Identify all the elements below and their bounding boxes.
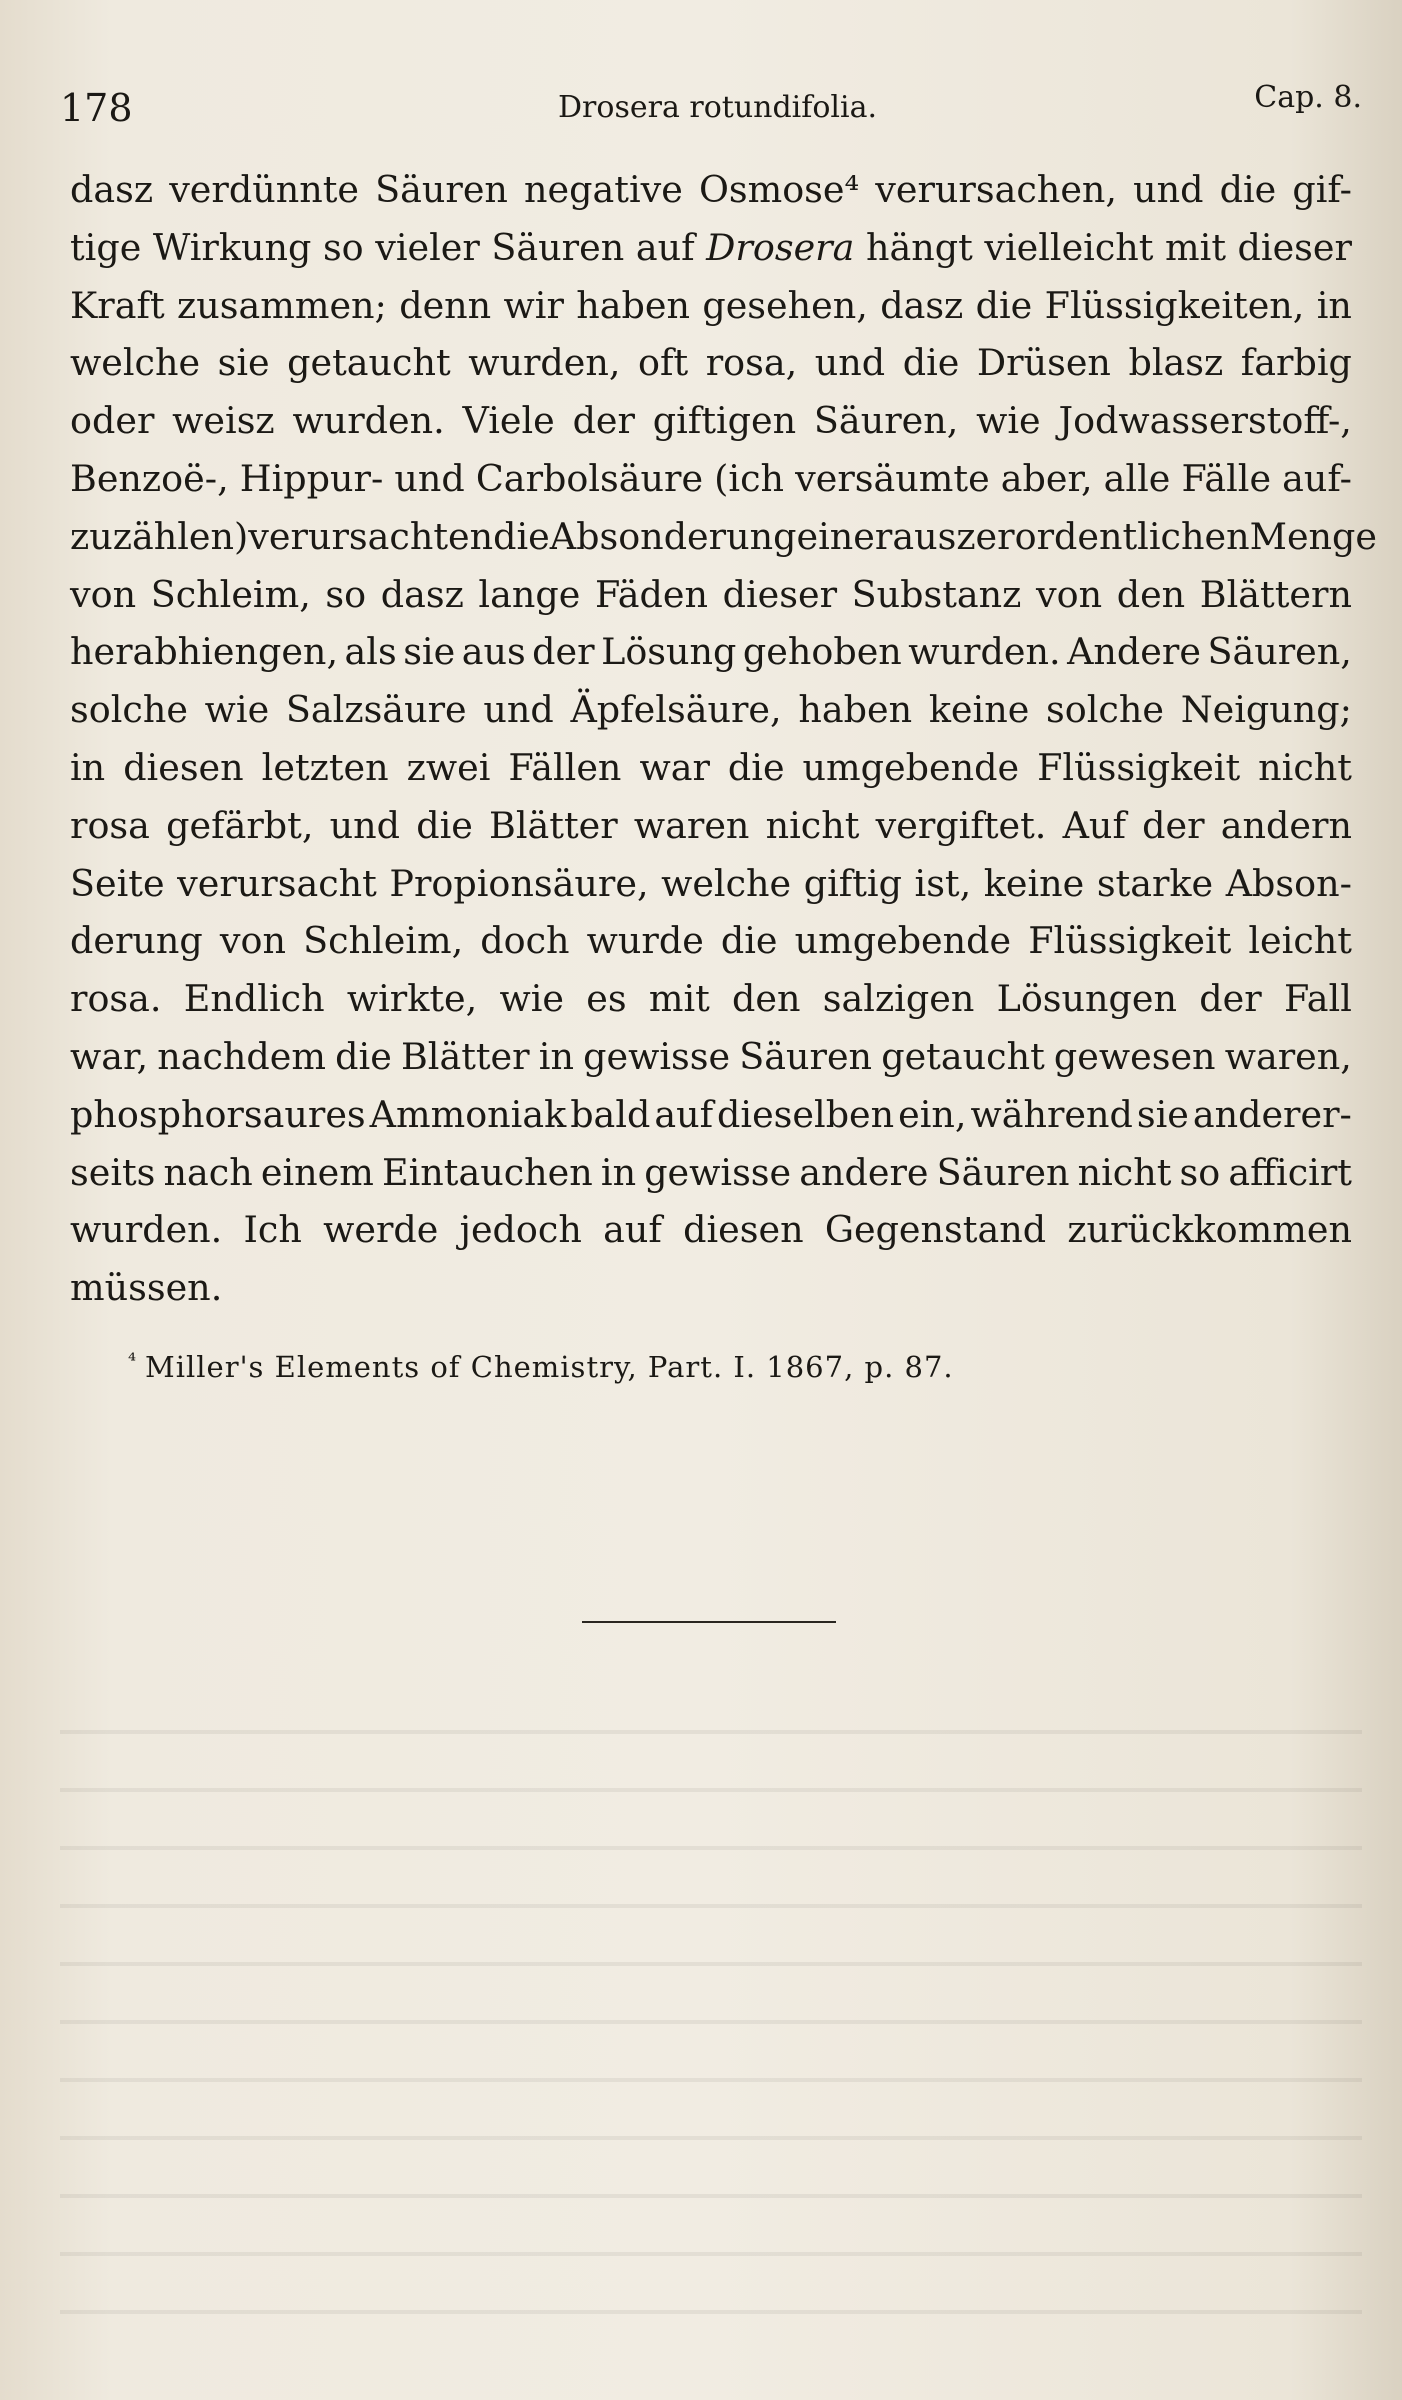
word: Benzoë-, <box>70 456 229 500</box>
word: den <box>1116 572 1186 616</box>
text-line <box>70 341 1352 399</box>
word: haben <box>798 688 913 732</box>
word: der <box>532 630 595 674</box>
word: anderer- <box>1192 1092 1352 1136</box>
word: salzigen <box>822 977 975 1021</box>
word: in <box>600 1150 637 1194</box>
word: rosa, <box>705 341 798 385</box>
word: Flüssigkeiten, <box>1044 283 1305 327</box>
word: und <box>814 341 886 385</box>
word: Schleim, <box>150 572 311 616</box>
text-line <box>70 573 1352 631</box>
word: Drüsen <box>976 341 1111 385</box>
running-title: Drosera rotundifolia. <box>558 90 878 125</box>
text-line <box>70 977 1352 1035</box>
word: doch <box>480 919 570 963</box>
word: Endlich <box>183 977 325 1021</box>
text-line <box>70 1208 1352 1266</box>
word: dasz <box>380 572 464 616</box>
word: Wirkung <box>152 225 312 269</box>
word: Propionsäure, <box>389 861 649 905</box>
word: Ammoniak <box>369 1092 567 1136</box>
word: getaucht <box>881 1034 1045 1078</box>
word: mit <box>1165 225 1226 269</box>
word: Salzsäure <box>285 688 467 732</box>
word: Andere <box>1067 630 1201 674</box>
word: in <box>538 1034 574 1078</box>
word: seits <box>70 1150 156 1194</box>
word: dasz <box>70 168 154 211</box>
word: Absonderung <box>549 514 797 558</box>
word: müssen. <box>70 1266 223 1310</box>
word: wie <box>499 977 564 1021</box>
word: die <box>335 1034 392 1078</box>
word: zuzählen) <box>70 514 249 558</box>
word: blasz <box>1128 341 1224 385</box>
word: mit <box>648 977 710 1021</box>
word: haben <box>576 283 690 327</box>
word: die <box>493 514 550 558</box>
word: rosa <box>70 803 150 847</box>
text-line <box>70 804 1352 862</box>
word: so <box>325 572 367 616</box>
word: (ich <box>714 456 785 500</box>
word: wirkte, <box>346 977 478 1021</box>
text-line <box>70 1266 1352 1324</box>
word: Säuren <box>375 168 508 211</box>
word: Säuren <box>739 1034 873 1078</box>
word: gewisse <box>583 1034 731 1078</box>
word: Seite <box>70 861 165 905</box>
text-line <box>70 457 1352 515</box>
word: werde <box>323 1208 439 1252</box>
word: diesen <box>123 745 244 789</box>
text-line <box>70 688 1352 746</box>
word: und <box>394 456 465 500</box>
word: zurückkommen <box>1067 1208 1352 1252</box>
word: auf- <box>1282 456 1352 500</box>
word: auszerordentlichen <box>892 514 1250 558</box>
text-line <box>70 168 1352 226</box>
text-line <box>70 1151 1352 1209</box>
word: Flüssigkeit <box>1028 919 1232 963</box>
word: der <box>572 399 635 443</box>
section-divider <box>582 1621 836 1623</box>
word: von <box>70 572 137 616</box>
word: so <box>1179 1150 1221 1194</box>
word: zusammen; <box>177 283 387 327</box>
word: derung <box>70 919 203 963</box>
word: Blätter <box>400 1034 530 1078</box>
word: Drosera <box>706 225 855 269</box>
word: verursachten <box>248 514 494 558</box>
word: gehoben <box>742 630 902 674</box>
word: auf <box>635 225 695 269</box>
word: als <box>344 630 397 674</box>
word: Fällen <box>508 745 622 789</box>
word: Säuren, <box>813 399 959 443</box>
word: die <box>720 919 778 963</box>
word: umgebende <box>802 745 1020 789</box>
word: Substanz <box>851 572 1022 616</box>
word: andern <box>1220 803 1352 847</box>
word: die <box>416 803 473 847</box>
word: gefärbt, <box>166 803 314 847</box>
word: nicht <box>1077 1150 1172 1194</box>
word: auf <box>603 1208 662 1252</box>
word: in <box>1316 283 1352 327</box>
word: Osmose⁴ <box>698 168 860 211</box>
word: verursacht <box>177 861 377 905</box>
word: sie <box>217 341 270 385</box>
word: wir <box>503 283 564 327</box>
word: aus <box>461 630 526 674</box>
word: getaucht <box>287 341 451 385</box>
word: Viele <box>462 399 555 443</box>
word: einem <box>260 1150 374 1194</box>
word: wurde <box>586 919 704 963</box>
text-line <box>70 1093 1352 1151</box>
word: keine <box>983 861 1085 905</box>
word: verdünnte <box>169 168 360 211</box>
show-through-texture <box>60 1700 1362 2350</box>
word: Gegenstand <box>824 1208 1047 1252</box>
word: die <box>902 341 960 385</box>
word: solche <box>1046 688 1164 732</box>
word: gewisse <box>644 1150 792 1194</box>
word: Abson- <box>1225 861 1352 905</box>
word: auf <box>654 1092 714 1136</box>
word: giftig <box>803 861 902 905</box>
word: nach <box>163 1150 253 1194</box>
word: Lösung <box>601 630 737 674</box>
footnote <box>128 1350 1362 1384</box>
word: welche <box>661 861 792 905</box>
word: der <box>1199 977 1262 1021</box>
word: von <box>1036 572 1103 616</box>
word: Säuren <box>491 225 625 269</box>
text-line <box>70 746 1352 804</box>
page-number: 178 <box>60 86 133 130</box>
word: herabhiengen, <box>70 630 339 674</box>
word: die <box>975 283 1033 327</box>
word: dieser <box>1237 225 1352 269</box>
text-line <box>70 630 1352 688</box>
word: leicht <box>1248 919 1352 963</box>
word: einer <box>796 514 893 558</box>
word: Flüssigkeit <box>1037 745 1241 789</box>
word: Lösungen <box>996 977 1178 1021</box>
footnote-text: Miller's Elements of Chemistry, Part. I. 1867, p. 87. <box>145 1350 954 1384</box>
word: vieler <box>375 225 480 269</box>
word: aber, <box>1000 456 1093 500</box>
word: sie <box>1136 1092 1189 1136</box>
word: farbig <box>1240 341 1352 385</box>
word: Ich <box>243 1208 302 1252</box>
word: oft <box>638 341 689 385</box>
word: welche <box>70 341 201 385</box>
word: nicht <box>765 803 860 847</box>
word: Schleim, <box>303 919 464 963</box>
word: hängt <box>865 225 973 269</box>
word: starke <box>1096 861 1214 905</box>
word: keine <box>928 688 1030 732</box>
word: dasz <box>880 283 964 327</box>
word: in <box>70 745 106 789</box>
word: wurden. <box>292 399 445 443</box>
word: Blätter <box>489 803 618 847</box>
word: der <box>1142 803 1205 847</box>
text-line <box>70 514 1378 573</box>
word: ist, <box>914 861 972 905</box>
word: die <box>1219 168 1277 211</box>
word: Säuren, <box>1207 630 1352 674</box>
word: Hippur- <box>239 456 384 500</box>
word: war, <box>70 1034 149 1078</box>
word: dieser <box>722 572 838 616</box>
word: tige <box>70 225 142 269</box>
word: oder <box>70 399 155 443</box>
word: wurden. <box>908 630 1061 674</box>
word: sie <box>403 630 456 674</box>
word: dieselben <box>717 1092 895 1136</box>
word: negative <box>524 168 683 211</box>
word: giftigen <box>652 399 797 443</box>
word: wie <box>204 688 270 732</box>
word: alle <box>1103 456 1171 500</box>
word: ein, <box>898 1092 967 1136</box>
word: weisz <box>172 399 275 443</box>
text-line <box>70 862 1352 920</box>
word: versäumte <box>795 456 990 500</box>
word: afficirt <box>1228 1150 1352 1194</box>
word: letzten <box>261 745 389 789</box>
word: lange <box>478 572 581 616</box>
word: solche <box>70 688 188 732</box>
word: wie <box>976 399 1041 443</box>
page-header <box>60 78 1362 138</box>
word: Säuren <box>936 1150 1070 1194</box>
word: Eintauchen <box>381 1150 593 1194</box>
word: Auf <box>1062 803 1126 847</box>
word: war <box>639 745 710 789</box>
word: umgebende <box>794 919 1012 963</box>
word: andere <box>799 1150 929 1194</box>
word: Carbolsäure <box>475 456 704 500</box>
word: und <box>483 688 554 732</box>
word: Jodwasserstoff-, <box>1058 399 1352 443</box>
word: Äpfelsäure, <box>570 688 782 732</box>
word: den <box>732 977 801 1021</box>
word: verursachen, <box>875 168 1118 211</box>
word: wurden. <box>70 1208 223 1252</box>
word: nachdem <box>157 1034 326 1078</box>
word: Menge <box>1249 514 1378 558</box>
text-line <box>70 399 1352 457</box>
word: denn <box>399 283 492 327</box>
word: zwei <box>406 745 491 789</box>
word: es <box>586 977 627 1021</box>
chapter-label: Cap. 8. <box>1254 80 1362 115</box>
word: waren, <box>1224 1034 1352 1078</box>
word: nicht <box>1258 745 1352 789</box>
word: rosa. <box>70 977 162 1021</box>
word: die <box>727 745 785 789</box>
word: vielleicht <box>984 225 1154 269</box>
word: und <box>1133 168 1204 211</box>
word: bald <box>570 1092 651 1136</box>
word: vergiftet. <box>875 803 1047 847</box>
word: waren <box>633 803 750 847</box>
text-line <box>70 284 1352 342</box>
word: phosphorsaures <box>70 1092 366 1136</box>
word: so <box>322 225 364 269</box>
word: wurden, <box>468 341 621 385</box>
word: von <box>219 919 286 963</box>
word: Fäden <box>594 572 709 616</box>
body-text <box>70 168 1378 1324</box>
word: jedoch <box>459 1208 582 1252</box>
text-line <box>70 226 1352 284</box>
word: Fälle <box>1181 456 1272 500</box>
word: gesehen, <box>702 283 868 327</box>
text-line <box>70 1035 1352 1093</box>
word: während <box>970 1092 1133 1136</box>
word: gif- <box>1292 168 1352 211</box>
word: gewesen <box>1053 1034 1216 1078</box>
word: Kraft <box>70 283 165 327</box>
word: Fall <box>1283 977 1352 1021</box>
word: Blättern <box>1199 572 1352 616</box>
word: diesen <box>683 1208 804 1252</box>
word: und <box>329 803 401 847</box>
word: Neigung; <box>1180 688 1352 732</box>
footnote-marker: ⁴ <box>128 1348 138 1372</box>
text-line <box>70 919 1352 977</box>
